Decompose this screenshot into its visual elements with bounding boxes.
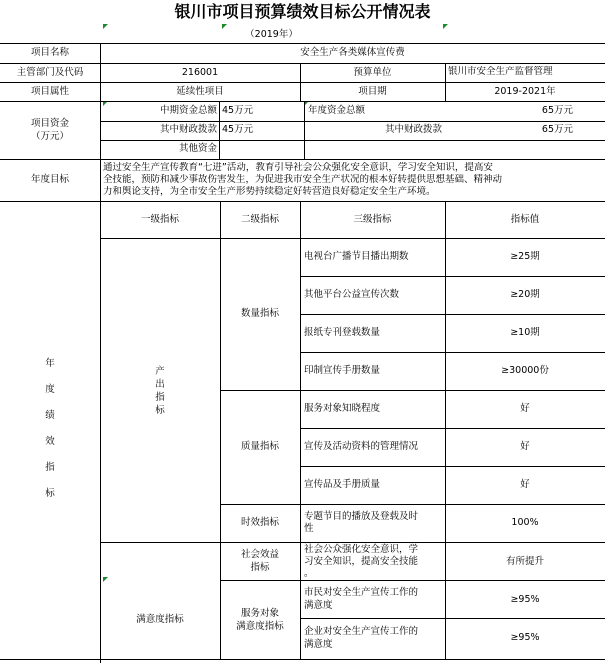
indicator-name: 社会公众强化安全意识，学 xyxy=(304,544,419,555)
indicator-value: 好 xyxy=(520,479,530,490)
grid-line xyxy=(445,201,446,659)
header-level1: 一级指标 xyxy=(140,214,179,225)
grid-line xyxy=(300,201,301,659)
side-label-char: 标 xyxy=(45,488,55,499)
comment-marker xyxy=(103,577,108,582)
indicator-name: 习安全知识，提高安全技能 xyxy=(304,556,419,567)
year-fiscal-label: 其中财政拨款 xyxy=(384,124,442,135)
comment-marker xyxy=(443,24,448,29)
side-label-char: 效 xyxy=(45,436,55,447)
grid-line xyxy=(100,238,605,239)
header-level2: 二级指标 xyxy=(240,214,279,225)
page-title: 银川市项目预算绩效目标公开情况表 xyxy=(174,2,431,21)
grid-line xyxy=(0,201,605,202)
indicator-value: 有所提升 xyxy=(505,556,544,567)
grid-line xyxy=(220,201,221,659)
mid-fiscal-value: 45万元 xyxy=(222,124,254,135)
satisfaction-label: 满意度指标 xyxy=(136,614,184,625)
year-fiscal-value: 65万元 xyxy=(541,124,573,135)
indicator-name: 。 xyxy=(304,568,314,579)
indicator-name: 满意度 xyxy=(304,639,333,650)
budget-unit-label: 预算单位 xyxy=(353,67,392,78)
grid-line xyxy=(300,466,605,467)
indicator-name: 企业对安全生产宣传工作的 xyxy=(304,626,419,637)
side-label-char: 年 xyxy=(45,358,55,369)
grid-line xyxy=(100,542,605,543)
indicator-value: ≥25期 xyxy=(510,251,540,262)
indicator-name: 专题节目的播放及登载及时 xyxy=(304,511,419,522)
funds-label: 项目资金 xyxy=(30,118,69,129)
attr-label: 项目属性 xyxy=(30,86,69,97)
side-label-char: 指 xyxy=(45,462,55,473)
grid-line xyxy=(220,504,605,505)
comment-marker xyxy=(222,24,227,29)
funds-unit-label: （万元） xyxy=(30,131,69,142)
indicator-name: 性 xyxy=(304,523,314,534)
dept-code: 216001 xyxy=(181,67,219,78)
year-total-value: 65万元 xyxy=(541,105,573,116)
indicator-value: ≥10期 xyxy=(510,327,540,338)
side-label-char: 绩 xyxy=(45,410,55,421)
indicator-name: 电视台广播节目播出期数 xyxy=(304,251,409,262)
grid-line xyxy=(300,428,605,429)
group-service: 满意度指标 xyxy=(236,621,284,632)
attr-value: 延续性项目 xyxy=(176,86,224,97)
indicator-name: 宣传及活动资料的管理情况 xyxy=(304,441,419,452)
grid-line xyxy=(220,580,605,581)
project-name-value: 安全生产各类媒体宣传费 xyxy=(300,47,405,58)
annual-goal-line: 力和舆论支持，为全市安全生产形势持续稳定好转营造良好稳定安全生产环境。 xyxy=(103,186,436,197)
year-label: （2019年） xyxy=(245,29,298,40)
output-label-char: 出 xyxy=(155,379,165,390)
indicator-name: 服务对象知晓程度 xyxy=(304,403,381,414)
group-quality: 质量指标 xyxy=(240,441,279,452)
dept-label: 主管部门及代码 xyxy=(16,67,84,78)
grid-line xyxy=(219,101,220,159)
output-label-char: 指 xyxy=(155,392,165,403)
grid-line xyxy=(0,659,605,660)
grid-line xyxy=(101,121,605,122)
mid-total-value: 45万元 xyxy=(222,105,254,116)
indicator-value: ≥20期 xyxy=(510,289,540,300)
grid-line xyxy=(0,159,605,160)
output-label-char: 产 xyxy=(155,366,165,377)
group-quantity: 数量指标 xyxy=(240,308,279,319)
group-social: 指标 xyxy=(250,562,270,573)
grid-line xyxy=(0,101,605,102)
period-value: 2019-2021年 xyxy=(494,86,556,97)
indicator-name: 宣传品及手册质量 xyxy=(304,479,381,490)
indicator-value: ≥95% xyxy=(510,632,540,643)
group-timeliness: 时效指标 xyxy=(240,517,279,528)
side-label-char: 度 xyxy=(45,384,55,395)
budget-unit-value: 银川市安全生产监督管理 xyxy=(448,66,553,77)
grid-line xyxy=(101,140,605,141)
indicator-name: 满意度 xyxy=(304,600,333,611)
period-label: 项目期 xyxy=(358,86,387,97)
year-total-label: 年度资金总额 xyxy=(308,105,366,116)
grid-line xyxy=(300,276,605,277)
header-value: 指标值 xyxy=(510,214,540,225)
grid-line xyxy=(0,63,605,64)
grid-line xyxy=(220,390,605,391)
grid-line xyxy=(300,618,605,619)
indicator-value: 好 xyxy=(520,403,530,414)
grid-line xyxy=(300,314,605,315)
indicator-value: ≥30000份 xyxy=(501,365,549,376)
grid-line xyxy=(0,82,605,83)
indicator-value: 100% xyxy=(511,517,539,528)
project-name-label: 项目名称 xyxy=(30,47,69,58)
grid-line xyxy=(300,352,605,353)
group-social: 社会效益 xyxy=(240,549,279,560)
comment-marker xyxy=(103,24,108,29)
annual-goal-label: 年度目标 xyxy=(30,174,69,185)
output-label-char: 标 xyxy=(155,405,165,416)
grid-line xyxy=(100,43,101,663)
annual-goal-line: 全技能，预防和减少事故伤害发生，为促进我市安全生产状况的根本好转提供思想基础、精神动 xyxy=(103,174,503,185)
indicator-name: 印制宣传手册数量 xyxy=(304,365,381,376)
header-level3: 三级指标 xyxy=(353,214,392,225)
indicator-name: 市民对安全生产宣传工作的 xyxy=(304,587,419,598)
indicator-value: 好 xyxy=(520,441,530,452)
indicator-name: 其他平台公益宣传次数 xyxy=(304,289,400,300)
group-service: 服务对象 xyxy=(240,608,279,619)
mid-total-label: 中期资金总额 xyxy=(159,105,217,116)
mid-other-label: 其他资金 xyxy=(178,143,217,154)
indicator-value: ≥95% xyxy=(510,594,540,605)
grid-line xyxy=(0,43,605,44)
indicator-name: 报纸专刊登载数量 xyxy=(304,327,381,338)
annual-goal-line: 通过安全生产宣传教育“七进”活动，教育引导社会公众强化安全意识，学习安全知识，提高安 xyxy=(103,162,493,173)
mid-fiscal-label: 其中财政拨款 xyxy=(159,124,217,135)
